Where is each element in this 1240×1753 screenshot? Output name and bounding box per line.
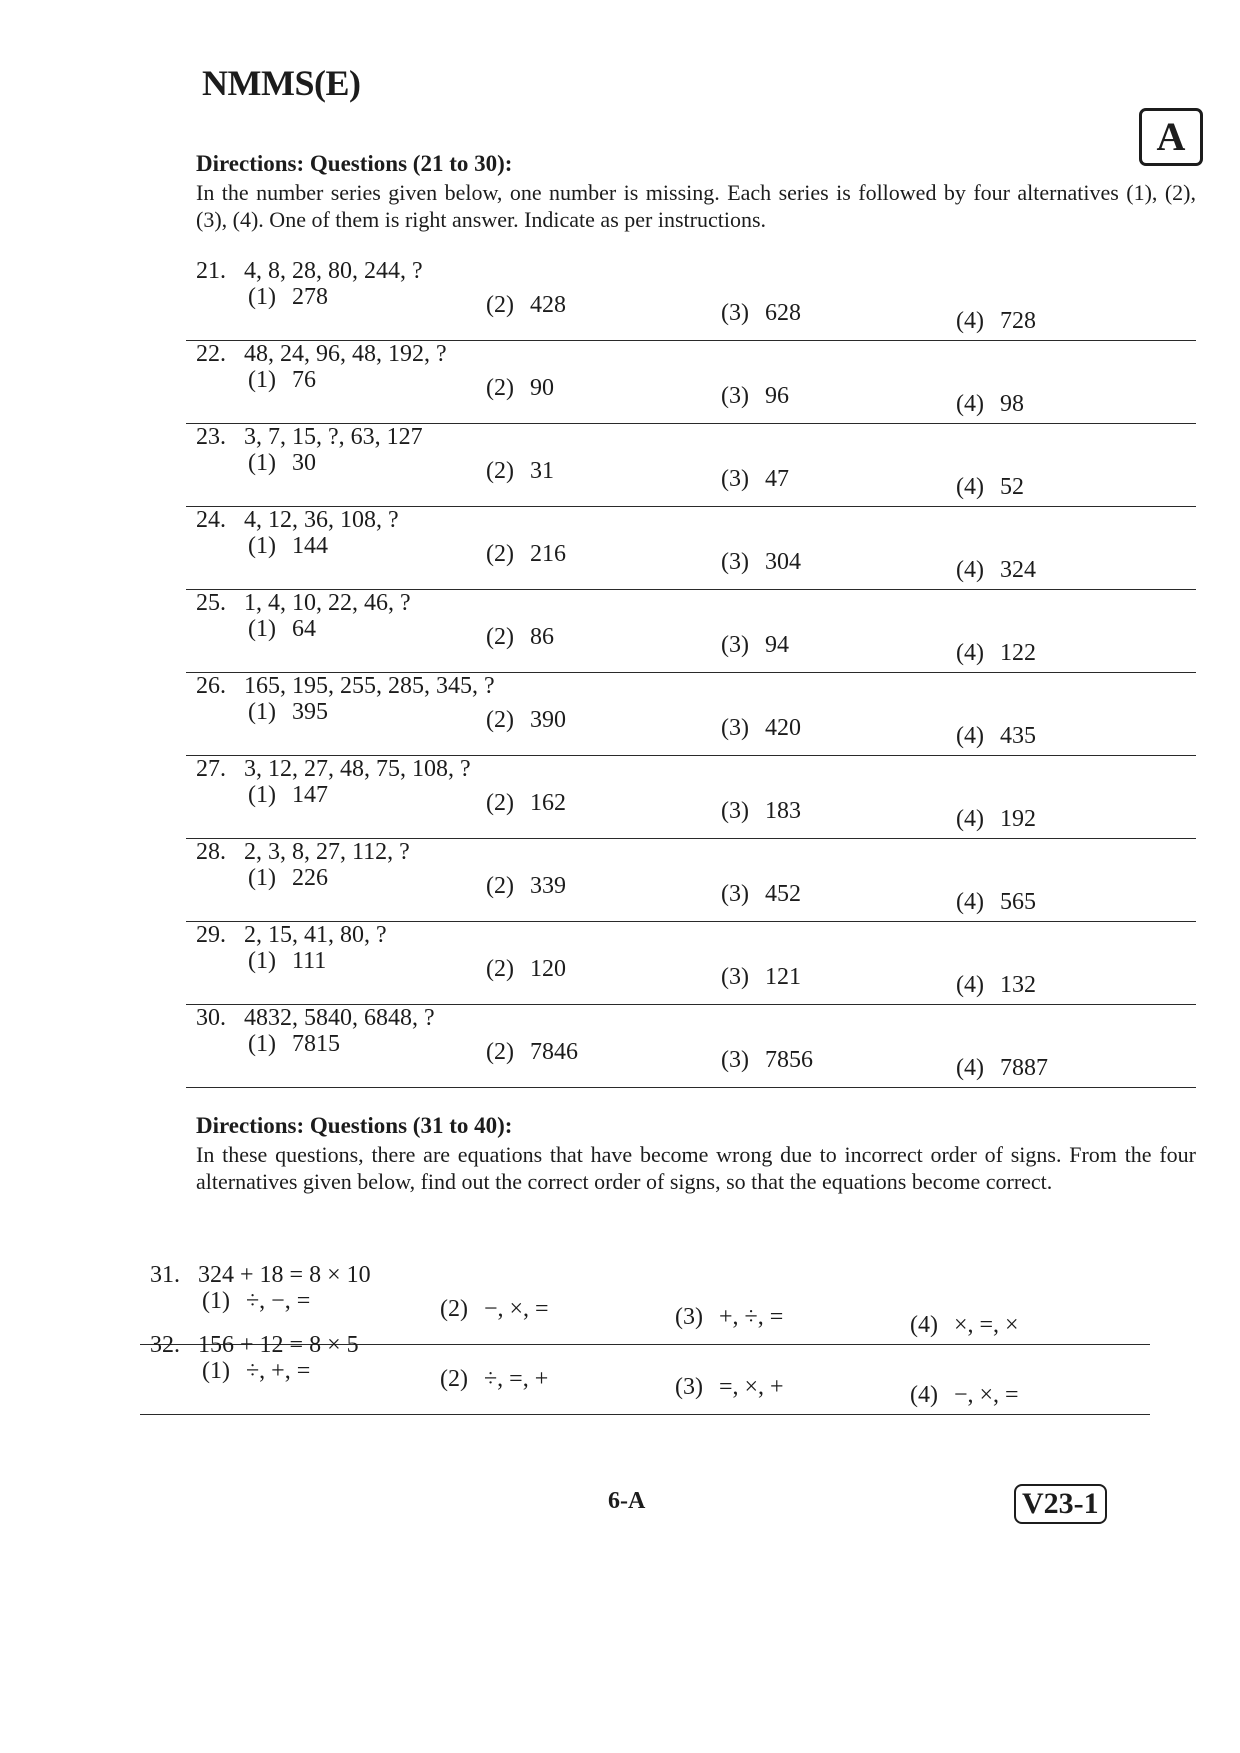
option-number: (4) — [956, 723, 984, 749]
option-value: 428 — [529, 292, 566, 318]
answer-option — [486, 873, 566, 900]
option-value: 90 — [529, 375, 554, 401]
question-item — [196, 507, 1196, 591]
option-value: 183 — [764, 798, 801, 824]
option-value: 192 — [999, 806, 1036, 832]
option-number: (2) — [486, 707, 514, 733]
question-item — [196, 258, 1196, 342]
question-number: 32. — [150, 1332, 180, 1358]
question-number: 24. — [196, 507, 226, 533]
question-stem — [196, 673, 495, 700]
question-text: 156 + 12 = 8 × 5 — [198, 1332, 359, 1358]
answer-option — [248, 865, 328, 892]
question-number: 22. — [196, 341, 226, 367]
answer-option — [956, 806, 1036, 833]
answer-option — [486, 1039, 578, 1066]
option-value: 452 — [764, 881, 801, 907]
option-value: =, ×, + — [718, 1374, 784, 1400]
option-number: (3) — [721, 881, 749, 907]
answer-option — [956, 474, 1024, 501]
option-value: 390 — [529, 707, 566, 733]
option-value: 111 — [291, 948, 327, 974]
question-number: 25. — [196, 590, 226, 616]
option-value: 86 — [529, 624, 554, 650]
question-item — [196, 424, 1196, 508]
directions-block-2 — [196, 1112, 1196, 1195]
booklet-code: V23-1 — [1014, 1484, 1107, 1524]
answer-option — [721, 300, 801, 327]
question-stem — [196, 922, 387, 949]
question-text: 3, 12, 27, 48, 75, 108, ? — [244, 756, 471, 782]
option-number: (4) — [956, 308, 984, 334]
answer-option — [248, 450, 316, 477]
option-number: (2) — [486, 790, 514, 816]
option-number: (3) — [721, 466, 749, 492]
option-number: (1) — [248, 284, 276, 310]
option-number: (4) — [956, 557, 984, 583]
option-value: 7856 — [764, 1047, 813, 1073]
option-value: 304 — [764, 549, 801, 575]
answer-option — [675, 1304, 783, 1331]
option-number: (3) — [675, 1304, 703, 1330]
option-number: (1) — [248, 450, 276, 476]
question-stem — [196, 839, 410, 866]
option-number: (2) — [486, 873, 514, 899]
option-number: (3) — [721, 300, 749, 326]
question-divider — [140, 1414, 1150, 1415]
answer-option — [248, 533, 328, 560]
question-number: 21. — [196, 258, 226, 284]
option-value: +, ÷, = — [718, 1304, 784, 1330]
question-text: 165, 195, 255, 285, 345, ? — [244, 673, 495, 699]
answer-option — [248, 699, 328, 726]
option-value: 47 — [764, 466, 789, 492]
directions-heading: Directions: Questions (21 to 30): — [196, 151, 513, 176]
option-number: (3) — [721, 383, 749, 409]
option-value: 96 — [764, 383, 789, 409]
option-value: ÷, =, + — [483, 1366, 549, 1392]
question-divider — [186, 1087, 1196, 1088]
series-badge: A — [1139, 108, 1203, 166]
option-value: −, ×, = — [483, 1296, 549, 1322]
option-number: (2) — [486, 541, 514, 567]
option-number: (2) — [486, 458, 514, 484]
option-value: 7846 — [529, 1039, 578, 1065]
option-value: 144 — [291, 533, 328, 559]
option-number: (4) — [956, 806, 984, 832]
answer-option — [202, 1288, 310, 1315]
answer-option — [956, 723, 1036, 750]
option-number: (1) — [248, 367, 276, 393]
option-value: 216 — [529, 541, 566, 567]
question-number: 26. — [196, 673, 226, 699]
option-number: (2) — [440, 1296, 468, 1322]
answer-option — [721, 715, 801, 742]
option-value: 121 — [764, 964, 801, 990]
option-number: (2) — [486, 1039, 514, 1065]
question-item — [196, 673, 1196, 757]
answer-option — [956, 640, 1036, 667]
option-number: (4) — [956, 889, 984, 915]
question-item — [196, 839, 1196, 923]
question-stem — [150, 1332, 359, 1359]
question-stem — [196, 756, 471, 783]
option-number: (4) — [956, 640, 984, 666]
option-number: (2) — [486, 956, 514, 982]
option-value: 132 — [999, 972, 1036, 998]
option-value: 7887 — [999, 1055, 1048, 1081]
option-number: (1) — [248, 782, 276, 808]
option-number: (4) — [956, 474, 984, 500]
answer-option — [486, 375, 554, 402]
option-value: 728 — [999, 308, 1036, 334]
answer-option — [486, 541, 566, 568]
question-item — [196, 590, 1196, 674]
option-value: 628 — [764, 300, 801, 326]
option-value: 94 — [764, 632, 789, 658]
answer-option — [721, 964, 801, 991]
answer-option — [248, 284, 328, 311]
option-number: (4) — [910, 1382, 938, 1408]
answer-option — [721, 881, 801, 908]
answer-option — [248, 948, 326, 975]
answer-option — [486, 624, 554, 651]
option-number: (3) — [675, 1374, 703, 1400]
question-item — [196, 1005, 1196, 1089]
answer-option — [202, 1358, 310, 1385]
option-number: (1) — [248, 948, 276, 974]
option-number: (1) — [202, 1288, 230, 1314]
option-number: (3) — [721, 964, 749, 990]
option-number: (4) — [956, 391, 984, 417]
answer-option — [248, 782, 328, 809]
answer-option — [721, 549, 801, 576]
option-number: (3) — [721, 798, 749, 824]
option-value: 278 — [291, 284, 328, 310]
question-text: 2, 3, 8, 27, 112, ? — [244, 839, 410, 865]
question-stem — [196, 258, 423, 285]
answer-option — [440, 1366, 548, 1393]
question-stem — [196, 590, 411, 617]
question-text: 4832, 5840, 6848, ? — [244, 1005, 435, 1031]
question-number: 30. — [196, 1005, 226, 1031]
option-value: 147 — [291, 782, 328, 808]
option-number: (2) — [486, 292, 514, 318]
option-number: (3) — [721, 715, 749, 741]
answer-option — [956, 391, 1024, 418]
question-number: 31. — [150, 1262, 180, 1288]
option-value: 324 — [999, 557, 1036, 583]
question-number: 28. — [196, 839, 226, 865]
option-value: ×, =, × — [953, 1312, 1019, 1338]
option-number: (1) — [202, 1358, 230, 1384]
option-value: 120 — [529, 956, 566, 982]
option-value: −, ×, = — [953, 1382, 1019, 1408]
option-value: 122 — [999, 640, 1036, 666]
option-number: (4) — [910, 1312, 938, 1338]
option-number: (3) — [721, 549, 749, 575]
option-value: 162 — [529, 790, 566, 816]
page-number: 6-A — [608, 1488, 646, 1514]
option-value: ÷, +, = — [245, 1358, 311, 1384]
answer-option — [956, 889, 1036, 916]
option-number: (4) — [956, 1055, 984, 1081]
option-value: 98 — [999, 391, 1024, 417]
question-stem — [196, 424, 423, 451]
question-text: 3, 7, 15, ?, 63, 127 — [244, 424, 423, 450]
answer-option — [721, 632, 789, 659]
option-value: 76 — [291, 367, 316, 393]
option-value: 339 — [529, 873, 566, 899]
question-number: 23. — [196, 424, 226, 450]
answer-option — [440, 1296, 549, 1323]
option-number: (3) — [721, 632, 749, 658]
answer-option — [721, 466, 789, 493]
option-value: 395 — [291, 699, 328, 725]
option-value: 30 — [291, 450, 316, 476]
question-stem — [196, 1005, 435, 1032]
option-value: 565 — [999, 889, 1036, 915]
option-number: (1) — [248, 533, 276, 559]
option-value: 31 — [529, 458, 554, 484]
answer-option — [675, 1374, 784, 1401]
question-item — [196, 922, 1196, 1006]
option-number: (4) — [956, 972, 984, 998]
answer-option — [486, 292, 566, 319]
answer-option — [956, 972, 1036, 999]
answer-option — [910, 1382, 1019, 1409]
answer-option — [248, 367, 316, 394]
question-stem — [150, 1262, 371, 1289]
answer-option — [721, 1047, 813, 1074]
option-number: (1) — [248, 616, 276, 642]
answer-option — [956, 308, 1036, 335]
question-item — [196, 341, 1196, 425]
option-value: 420 — [764, 715, 801, 741]
question-text: 4, 8, 28, 80, 244, ? — [244, 258, 423, 284]
option-value: ÷, −, = — [245, 1288, 311, 1314]
directions-text: In the number series given below, one number is missing. Each series is followed by four alternatives (1), (2), (3), (4). One of them is right answer. Indicate as per instructions. — [196, 180, 1196, 232]
answer-option — [956, 557, 1036, 584]
page-title: NMMS(E) — [202, 63, 361, 103]
option-value: 52 — [999, 474, 1024, 500]
question-stem — [196, 341, 447, 368]
question-text: 48, 24, 96, 48, 192, ? — [244, 341, 447, 367]
option-number: (3) — [721, 1047, 749, 1073]
question-text: 1, 4, 10, 22, 46, ? — [244, 590, 411, 616]
directions-heading: Directions: Questions (31 to 40): — [196, 1113, 513, 1138]
question-text: 4, 12, 36, 108, ? — [244, 507, 399, 533]
question-item — [150, 1332, 1150, 1416]
option-value: 64 — [291, 616, 316, 642]
directions-text: In these questions, there are equations that have become wrong due to incorrect order of signs. From the four alternatives given below, find out the correct order of signs, so that the equations become correct. — [196, 1142, 1196, 1194]
question-number: 29. — [196, 922, 226, 948]
option-number: (1) — [248, 1031, 276, 1057]
question-stem — [196, 507, 399, 534]
question-text: 2, 15, 41, 80, ? — [244, 922, 387, 948]
answer-option — [486, 956, 566, 983]
option-value: 435 — [999, 723, 1036, 749]
option-number: (2) — [440, 1366, 468, 1392]
option-number: (2) — [486, 624, 514, 650]
question-item — [196, 756, 1196, 840]
answer-option — [956, 1055, 1048, 1082]
option-value: 226 — [291, 865, 328, 891]
question-number: 27. — [196, 756, 226, 782]
answer-option — [486, 707, 566, 734]
answer-option — [721, 383, 789, 410]
question-text: 324 + 18 = 8 × 10 — [198, 1262, 371, 1288]
option-number: (1) — [248, 699, 276, 725]
answer-option — [721, 798, 801, 825]
option-number: (2) — [486, 375, 514, 401]
answer-option — [248, 616, 316, 643]
answer-option — [248, 1031, 340, 1058]
answer-option — [486, 458, 554, 485]
answer-option — [486, 790, 566, 817]
option-value: 7815 — [291, 1031, 340, 1057]
option-number: (1) — [248, 865, 276, 891]
